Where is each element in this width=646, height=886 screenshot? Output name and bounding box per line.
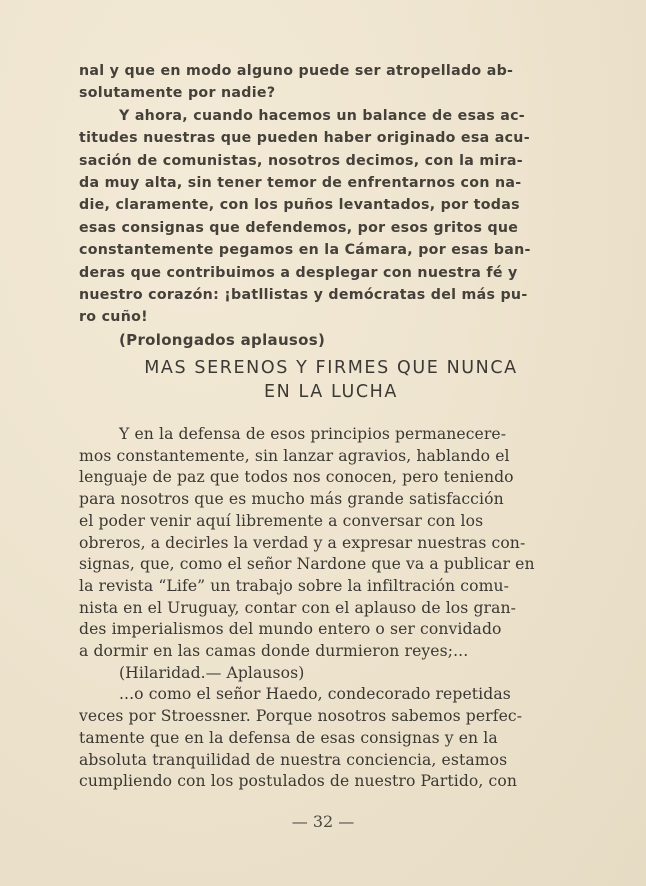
text-line: para nosotros que es mucho más grande satisfacción [79, 490, 504, 509]
text-line: Y en la defensa de esos principios permanecere- [119, 425, 507, 443]
text-line: da muy alta, sin tener temor de enfrentarnos con na- [79, 175, 522, 192]
text-line: a dormir en las camas donde durmieron reyes;... [79, 642, 469, 661]
text-line: absoluta tranquilidad de nuestra conciencia, estamos [79, 750, 508, 769]
section-heading [79, 356, 583, 404]
text-line: solutamente por nadie? [79, 85, 276, 102]
text-line: des imperialismos del mundo entero o ser convidado [79, 620, 502, 639]
text-line: lenguaje de paz que todos nos conocen, pero teniendo [79, 468, 514, 487]
text-line: Y ahora, cuando hacemos un balance de esas ac- [119, 107, 525, 124]
text-line: obreros, a decirles la verdad y a expresar nuestras con- [79, 533, 526, 552]
paragraph-defensa [79, 424, 583, 793]
text-line: ro cuño! [79, 309, 148, 326]
text-line: ...o como el señor Haedo, condecorado repetidas [119, 685, 511, 704]
paragraph-batllistas [79, 60, 583, 351]
aside-applause: (Prolongados aplausos) [119, 330, 326, 349]
text-line: el poder venir aquí libremente a conversar con los [79, 511, 484, 530]
text-line: nal y que en modo alguno puede ser atropellado ab- [79, 63, 514, 79]
page-number: — 32 — [291, 812, 355, 831]
heading-line-1: MAS SERENOS Y FIRMES QUE NUNCA [144, 358, 518, 378]
text-line: titudes nuestras que pueden haber originado esa acu- [79, 130, 530, 147]
text-line: sación de comunistas, nosotros decimos, con la mira- [79, 152, 523, 169]
aside-hilaridad: (Hilaridad.— Aplausos) [119, 663, 305, 682]
text-line: constantemente pegamos en la Cámara, por esas ban- [79, 242, 531, 259]
text-line: nista en el Uruguay, contar con el aplauso de los gran- [79, 598, 516, 617]
text-line: nuestro corazón: ¡batllistas y demócratas del más pu- [79, 287, 528, 304]
text-line: la revista “Life” un trabajo sobre la infiltración comu- [79, 576, 509, 595]
text-line: die, claramente, con los puños levantados, por todas [79, 197, 520, 214]
text-line: deras que contribuimos a desplegar con nuestra fé y [79, 264, 518, 281]
text-line: mos constantemente, sin lanzar agravios, hablando el [79, 446, 510, 465]
heading-line-2: EN LA LUCHA [263, 382, 399, 402]
text-line: tamente que en la defensa de esas consignas y en la [79, 728, 498, 747]
text-line: veces por Stroessner. Porque nosotros sabemos perfec- [79, 707, 523, 726]
text-line: esas consignas que defendemos, por esos gritos que [79, 219, 519, 236]
text-line: signas, que, como el señor Nardone que va a publicar en [79, 555, 535, 574]
text-line: cumpliendo con los postulados de nuestro Partido, con [79, 772, 517, 791]
